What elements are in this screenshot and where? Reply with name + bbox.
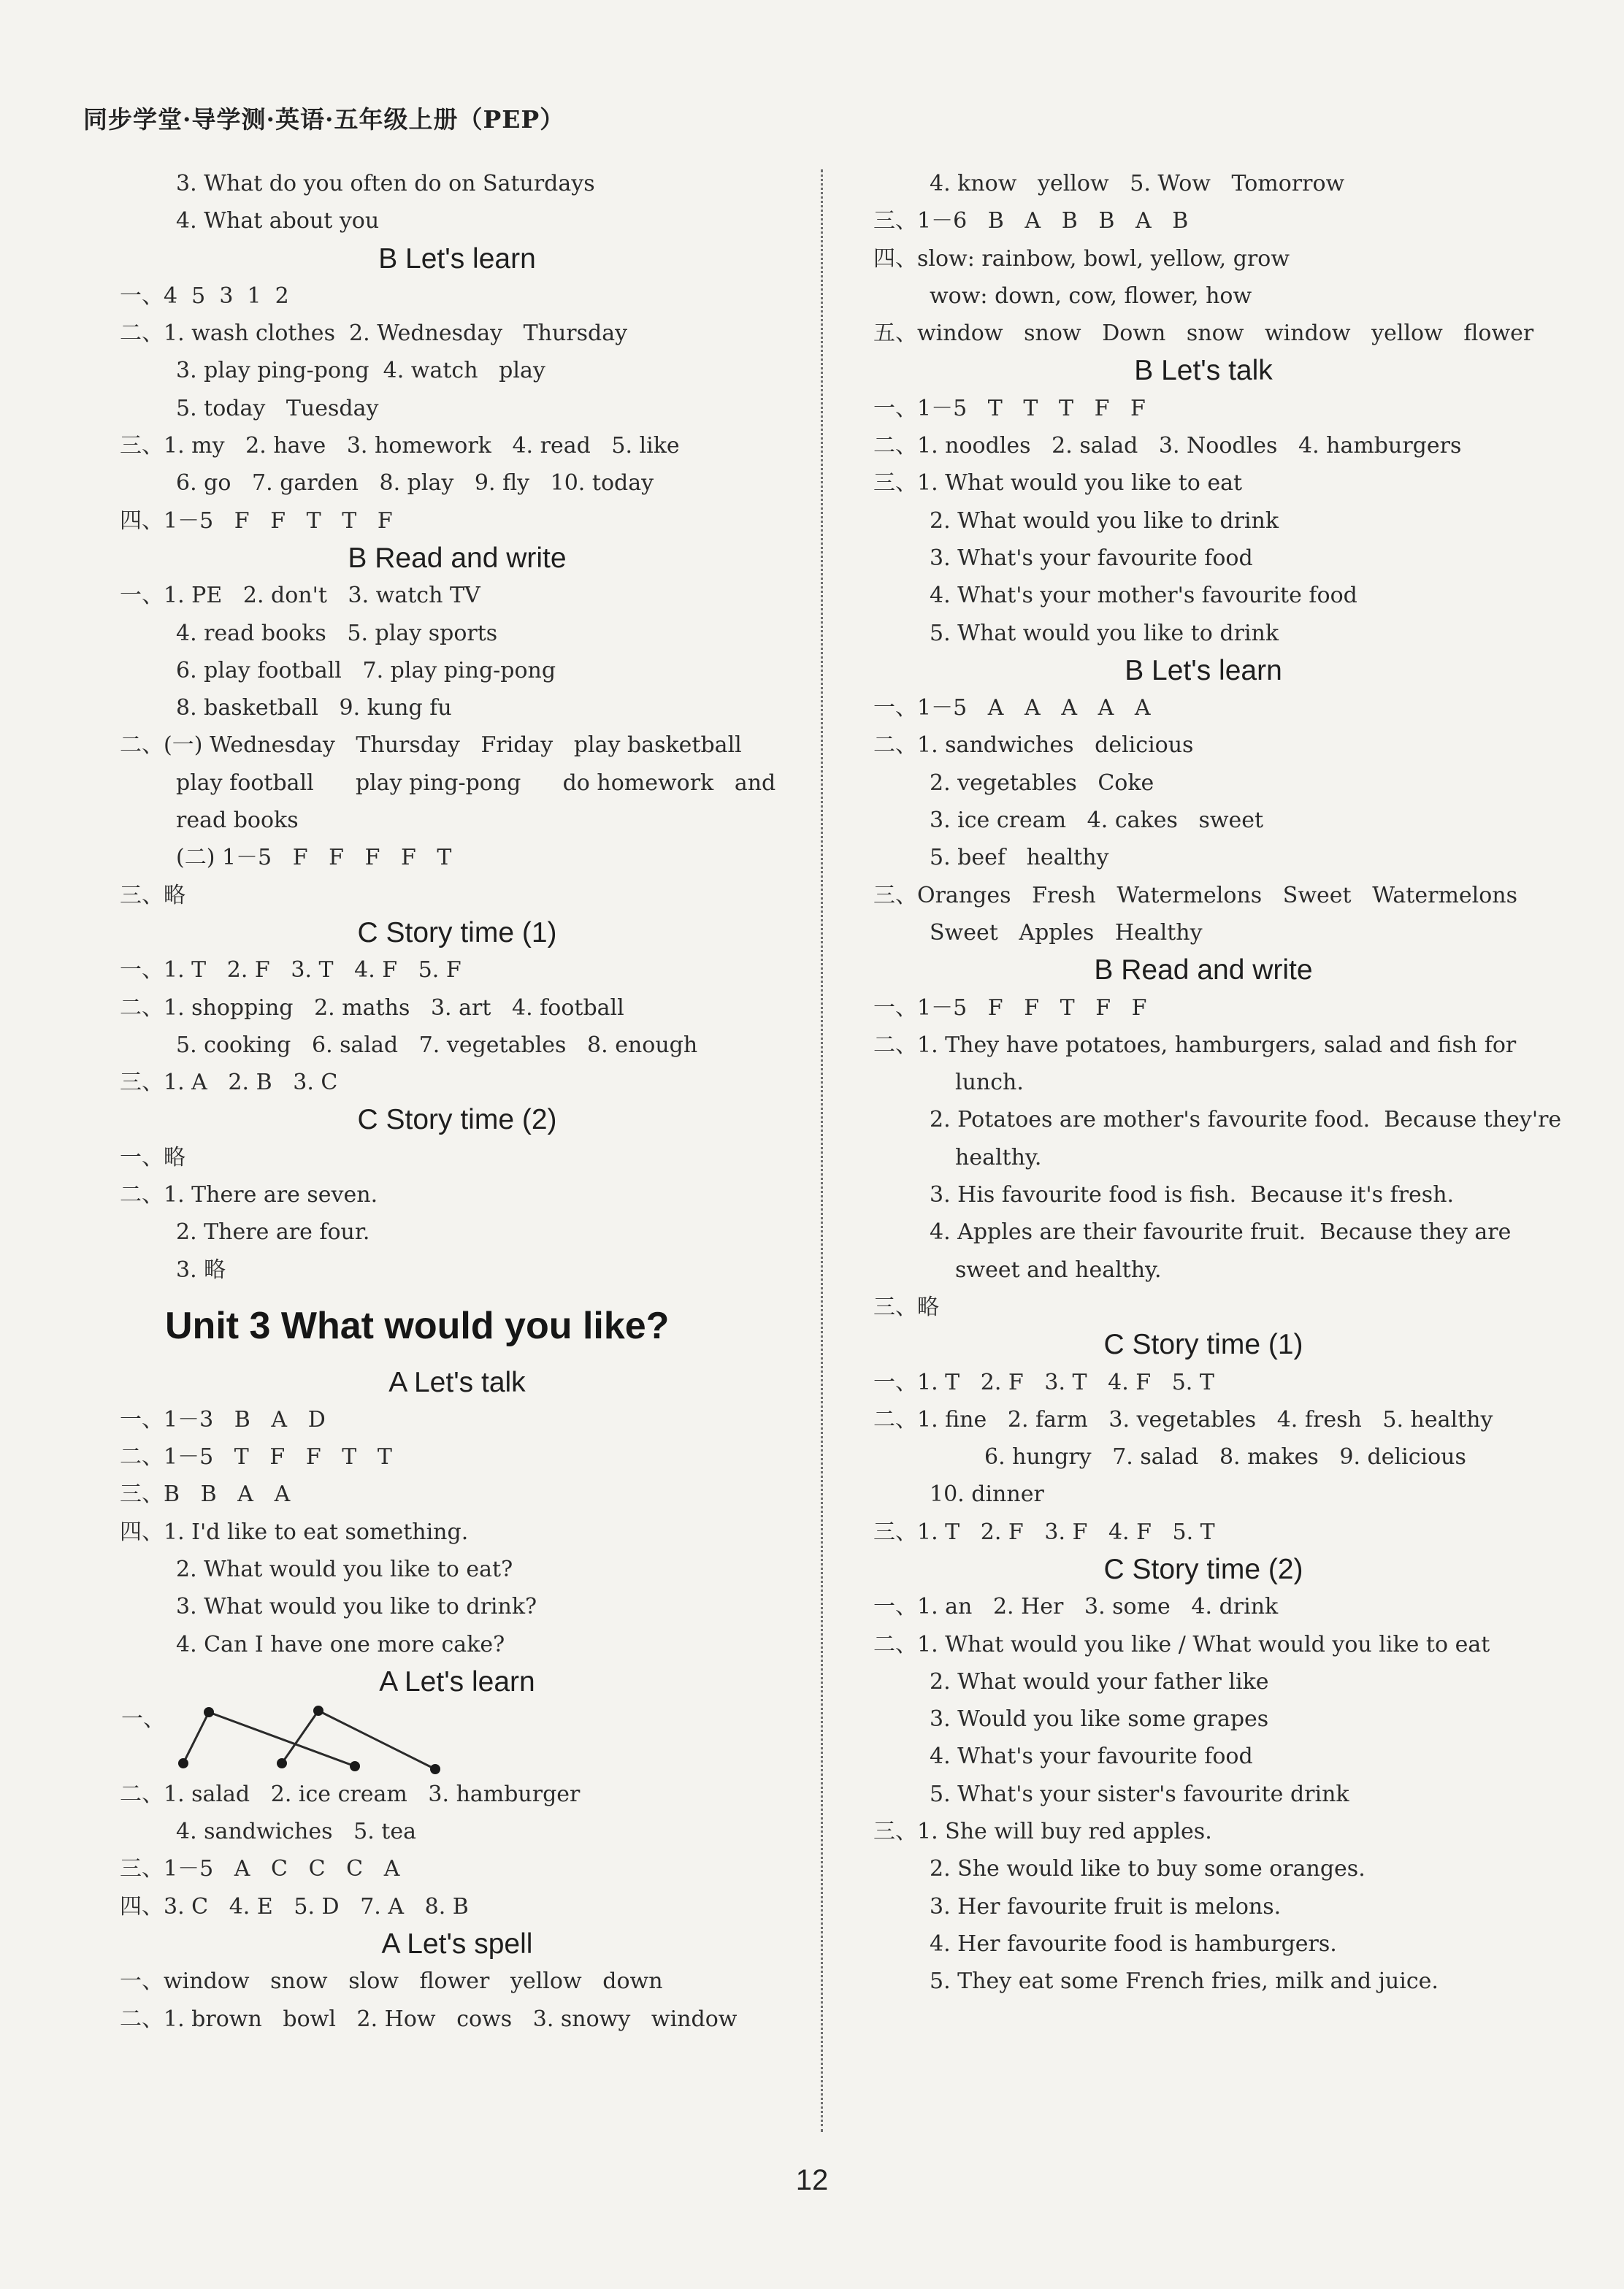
match-line: [282, 1711, 318, 1763]
answer-line: 四、1－5 F F T T F: [120, 507, 393, 534]
right-column: [873, 165, 1562, 2001]
match-line: [318, 1711, 435, 1769]
answer-line: 5. cooking 6. salad 7. vegetables 8. enough: [176, 1032, 698, 1058]
answer-line: 5. What's your sister's favourite drink: [930, 1781, 1349, 1807]
answer-line: 一、1－5 T T T F F: [873, 395, 1146, 421]
answer-line: sweet and healthy.: [955, 1257, 1162, 1283]
answer-line: 6. play football 7. play ping-pong: [176, 657, 556, 683]
answer-line: 2. She would like to buy some oranges.: [930, 1856, 1366, 1882]
answer-line: 2. What would your father like: [930, 1668, 1269, 1695]
answer-line: 二、1. shopping 2. maths 3. art 4. football: [120, 994, 624, 1021]
answer-line: healthy.: [955, 1144, 1042, 1170]
matching-answer: [121, 1701, 793, 1776]
answer-line: 6. hungry 7. salad 8. makes 9. delicious: [984, 1444, 1466, 1471]
answer-line: 3. ice cream 4. cakes sweet: [930, 808, 1264, 834]
match-dot: [430, 1764, 440, 1774]
column-divider: [821, 169, 823, 2132]
answer-line: 一、略: [120, 1144, 185, 1170]
unit-title: Unit 3 What would you like?: [165, 1304, 670, 1347]
item-number: 一、: [121, 1706, 165, 1733]
answer-line: 4. Apples are their favourite fruit. Because they are: [930, 1219, 1512, 1246]
match-dot: [178, 1758, 188, 1768]
section-heading: B Read and write: [1094, 954, 1313, 986]
answer-line: 2. What would you like to drink: [930, 507, 1279, 534]
answer-line: 5. beef healthy: [930, 845, 1109, 871]
answer-line: 二、1. sandwiches delicious: [873, 732, 1194, 759]
answer-line: 3. What do you often do on Saturdays: [176, 171, 595, 196]
answer-line: 二、1－5 T F F T T: [120, 1444, 392, 1471]
page-number: 12: [795, 2164, 829, 2196]
answer-line: 2. What would you like to eat?: [176, 1556, 513, 1582]
answer-line: 三、1. What would you like to eat: [873, 470, 1243, 496]
answer-line: 二、1. salad 2. ice cream 3. hamburger: [120, 1781, 581, 1807]
answer-line: 一、1－5 A A A A A: [873, 695, 1151, 721]
answer-line: 三、1. A 2. B 3. C: [120, 1070, 338, 1096]
answer-line: 一、1. an 2. Her 3. some 4. drink: [873, 1594, 1279, 1620]
section-heading: C Story time (2): [357, 1104, 557, 1136]
answer-line: 一、1－5 F F T F F: [873, 994, 1147, 1021]
answer-line: 二、1. What would you like / What would you like to eat: [873, 1631, 1490, 1657]
answer-line: 一、1. T 2. F 3. T 4. F 5. F: [120, 957, 461, 984]
match-dot: [350, 1761, 360, 1771]
answer-line: 二、1. wash clothes 2. Wednesday Thursday: [120, 321, 628, 347]
answer-line: 三、B B A A: [120, 1481, 291, 1508]
matching-lines-diagram: [172, 1701, 581, 1775]
answer-line: 三、1－5 A C C C A: [120, 1856, 400, 1882]
answer-line: 三、1. my 2. have 3. homework 4. read 5. like: [120, 433, 680, 459]
match-dot: [204, 1707, 214, 1717]
answer-line: 5. today Tuesday: [176, 395, 379, 421]
answer-line: 2. Potatoes are mother's favourite food. Because they're: [930, 1107, 1562, 1133]
match-dot: [277, 1758, 287, 1768]
answer-line: 4. What's your mother's favourite food: [930, 583, 1357, 609]
answer-line: 3. His favourite food is fish. Because it's fresh.: [930, 1182, 1455, 1208]
answer-line: wow: down, cow, flower, how: [930, 283, 1252, 309]
answer-line: 二、1. There are seven.: [120, 1182, 378, 1208]
answer-line: 二、(一) Wednesday Thursday Friday play basketball: [120, 732, 742, 759]
answer-line: 二、1. noodles 2. salad 3. Noodles 4. hamburgers: [873, 433, 1462, 459]
answer-line: 4. read books 5. play sports: [176, 620, 498, 646]
answer-line: 3. What's your favourite food: [930, 545, 1253, 571]
answer-line: 一、1－3 B A D: [120, 1406, 326, 1433]
answer-line: 4. What's your favourite food: [930, 1744, 1253, 1770]
answer-line: 3. What would you like to drink?: [176, 1594, 537, 1620]
answer-line: 三、略: [873, 1294, 939, 1320]
match-line: [183, 1712, 209, 1763]
answer-line: 二、1. They have potatoes, hamburgers, salad and fish for: [873, 1032, 1517, 1058]
answer-line: 四、1. I'd like to eat something.: [120, 1519, 469, 1545]
section-heading: B Read and write: [348, 542, 567, 574]
section-heading: C Story time (1): [357, 916, 557, 948]
answer-line: 一、window snow slow flower yellow down: [120, 1968, 663, 1995]
answer-line: 四、slow: rainbow, bowl, yellow, grow: [873, 245, 1290, 272]
answer-line: 三、1－6 B A B B A B: [873, 208, 1189, 234]
answer-line: 4. know yellow 5. Wow Tomorrow: [930, 171, 1345, 196]
match-line: [209, 1712, 355, 1766]
answer-line: 三、1. T 2. F 3. F 4. F 5. T: [873, 1519, 1215, 1545]
answer-line: 4. What about you: [176, 208, 380, 234]
answer-line: 三、Oranges Fresh Watermelons Sweet Watermelons: [873, 882, 1518, 908]
page-header: 同步学堂·导学测·英语·五年级上册（PEP）: [83, 105, 565, 134]
answer-line: 一、1. PE 2. don't 3. watch TV: [120, 583, 480, 609]
answer-line: 四、3. C 4. E 5. D 7. A 8. B: [120, 1893, 469, 1920]
answer-line: 5. What would you like to drink: [930, 620, 1279, 646]
answer-line: 4. Her favourite food is hamburgers.: [930, 1930, 1337, 1957]
answer-line: 五、window snow Down snow window yellow flower: [873, 321, 1534, 347]
answer-line: 8. basketball 9. kung fu: [176, 695, 452, 721]
answer-line: 3. 略: [176, 1257, 226, 1283]
answer-line: 2. There are four.: [176, 1219, 370, 1246]
answer-line: 3. Her favourite fruit is melons.: [930, 1893, 1282, 1920]
answer-line: read books: [176, 808, 299, 834]
answer-line: 3. Would you like some grapes: [930, 1706, 1269, 1733]
answer-line: 三、略: [120, 882, 185, 908]
answer-line: 一、4 5 3 1 2: [120, 283, 289, 309]
section-heading: B Let's talk: [1134, 355, 1273, 387]
answer-line: 4. sandwiches 5. tea: [176, 1819, 416, 1845]
answer-line: 4. Can I have one more cake?: [176, 1631, 505, 1657]
answer-line: lunch.: [955, 1070, 1024, 1096]
answer-line: (二) 1－5 F F F F T: [176, 845, 452, 871]
section-heading: C Story time (1): [1103, 1329, 1303, 1361]
answer-line: 3. play ping-pong 4. watch play: [176, 358, 545, 384]
answer-line: 二、1. brown bowl 2. How cows 3. snowy window: [120, 2006, 738, 2032]
answer-line: 一、1. T 2. F 3. T 4. F 5. T: [873, 1369, 1214, 1395]
left-column: [121, 165, 793, 2038]
answer-line: 5. They eat some French fries, milk and juice.: [930, 1968, 1439, 1995]
section-heading: C Story time (2): [1103, 1553, 1303, 1585]
section-heading: A Let's spell: [381, 1928, 533, 1960]
section-heading: A Let's talk: [388, 1366, 526, 1398]
answer-line: 6. go 7. garden 8. play 9. fly 10. today: [176, 470, 654, 496]
answer-line: Sweet Apples Healthy: [930, 919, 1203, 946]
answer-line: 二、1. fine 2. farm 3. vegetables 4. fresh 5. healthy: [873, 1406, 1493, 1433]
answer-line: 10. dinner: [930, 1481, 1044, 1508]
section-heading: A Let's learn: [379, 1665, 535, 1698]
section-heading: B Let's learn: [1125, 654, 1282, 686]
answer-line: 2. vegetables Coke: [930, 770, 1154, 796]
answer-line: play football play ping-pong do homework and: [176, 770, 776, 796]
match-dot: [313, 1706, 323, 1716]
section-heading: B Let's learn: [378, 242, 536, 275]
answer-line: 三、1. She will buy red apples.: [873, 1819, 1212, 1845]
